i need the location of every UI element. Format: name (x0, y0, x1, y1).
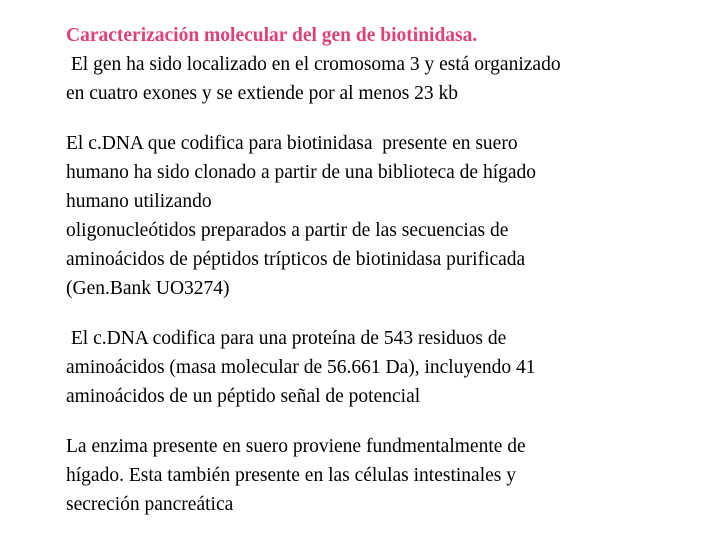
paragraph-enzyme-origin (66, 432, 706, 519)
text-line: El gen ha sido localizado en el cromosoma 3 y está organizado (66, 54, 561, 75)
text-line: en cuatro exones y se extiende por al menos 23 kb (66, 83, 459, 104)
text-line: El c.DNA que codifica para biotinidasa presente en suero (66, 133, 518, 154)
text-line: secreción pancreática (66, 494, 234, 515)
slide-title: Caracterización molecular del gen de biotinidasa. (66, 25, 478, 46)
paragraph-spacer (66, 411, 706, 432)
paragraph-cdna-cloning (66, 129, 706, 303)
text-line: aminoácidos de péptidos trípticos de biotinidasa purificada (66, 249, 526, 270)
paragraph-spacer (66, 108, 706, 129)
text-line: (Gen.Bank UO3274) (66, 278, 230, 299)
text-line: La enzima presente en suero proviene fundmentalmente de (66, 436, 526, 457)
paragraph-gene-location (66, 50, 706, 108)
text-line: hígado. Esta también presente en las células intestinales y (66, 465, 516, 486)
text-line: humano ha sido clonado a partir de una biblioteca de hígado (66, 162, 537, 183)
text-line: humano utilizando (66, 191, 212, 212)
text-line: aminoácidos (masa molecular de 56.661 Da), incluyendo 41 (66, 357, 536, 378)
paragraph-protein-encoding (66, 324, 706, 411)
text-line: El c.DNA codifica para una proteína de 543 residuos de (66, 328, 507, 349)
text-line: aminoácidos de un péptido señal de potencial (66, 386, 421, 407)
text-line: oligonucleótidos preparados a partir de las secuencias de (66, 220, 509, 241)
slide-content (66, 21, 706, 519)
paragraph-spacer (66, 303, 706, 324)
